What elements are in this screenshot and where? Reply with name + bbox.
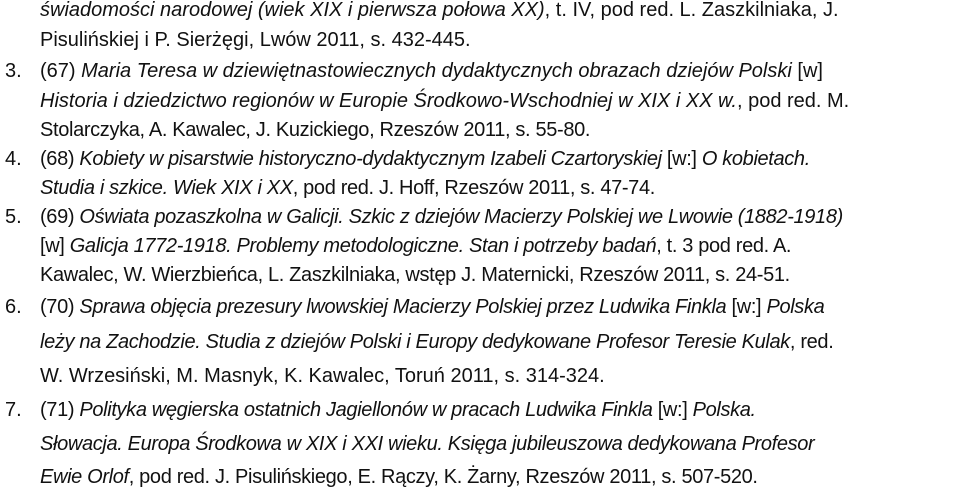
citation-text: , pod red. J. Pisulińskiego, E. Rączy, K. Żarny, Rzeszów 2011, s. 507-520. — [128, 466, 758, 488]
work-title: Oświata pozaszkolna w Galicji. Szkic z dziejów Macierzy Polskiej we Lwowie (1882-1918) — [79, 206, 843, 228]
entry-3-line-3 — [40, 120, 590, 140]
citation-text: , t. 3 pod red. A. — [656, 235, 792, 257]
work-title: Polska. — [692, 399, 756, 421]
entry-6-line-1 — [40, 297, 824, 317]
work-title: Galicja 1772-1918. Problemy metodologiczne. Stan i potrzeby badań — [69, 235, 657, 257]
entry-ref: (70) — [40, 296, 80, 318]
entry-ref: (67) — [40, 60, 82, 82]
work-title: O kobietach. — [701, 148, 810, 170]
entry-3-line-1 — [40, 61, 823, 81]
entry-7-line-3 — [40, 467, 758, 487]
title-fragment: świadomości narodowej (wiek XIX i pierwsza połowa XX) — [40, 0, 545, 21]
work-title: Ewie Orlof — [40, 466, 129, 488]
entry-2-line-1 — [40, 0, 839, 20]
citation-text: [w:] — [726, 296, 767, 318]
entry-4-line-1 — [40, 149, 810, 169]
entry-7-line-2 — [40, 434, 814, 454]
entry-6-line-2 — [40, 332, 833, 352]
entry-5-line-2 — [40, 236, 791, 256]
citation-text: [w] — [791, 60, 823, 82]
entry-number: 5. — [5, 206, 22, 228]
work-title: Maria Teresa w dziewiętnastowiecznych dydaktycznych obrazach dziejów Polski — [81, 60, 792, 82]
entry-ref: [w] — [40, 235, 70, 257]
entry-7-line-1 — [40, 400, 756, 420]
entry-4-line-2 — [40, 178, 655, 198]
entry-ref: (71) — [40, 399, 80, 421]
work-title: Studia i szkice. Wiek XIX i XX — [40, 177, 293, 199]
entry-ref: (68) — [40, 148, 80, 170]
work-title: Kobiety w pisarstwie historyczno-dydaktycznym Izabeli Czartoryskiej — [79, 148, 662, 170]
entry-number: 7. — [5, 399, 22, 421]
citation-text: Stolarczyka, A. Kawalec, J. Kuzickiego, Rzeszów 2011, s. 55-80. — [40, 119, 591, 141]
citation-text: , red. — [789, 331, 834, 353]
citation-text: Pisulińskiej i P. Sierżęgi, Lwów 2011, s. 432-445. — [40, 29, 471, 51]
work-title: leży na Zachodzie. Studia z dziejów Polski i Europy dedykowane Profesor Teresie Kulak — [40, 331, 790, 353]
citation-text: , pod red. J. Hoff, Rzeszów 2011, s. 47-74. — [292, 177, 655, 199]
entry-number: 6. — [5, 296, 22, 318]
entry-2-line-2 — [40, 30, 471, 50]
work-title: Historia i dziedzictwo regionów w Europie Środkowo-Wschodniej w XIX i XX w. — [40, 90, 737, 112]
entry-number: 3. — [5, 60, 22, 82]
citation-text: , pod red. M. — [736, 90, 850, 112]
entry-5-line-1 — [40, 207, 843, 227]
entry-5-line-3 — [40, 265, 790, 285]
citation-text: , t. IV, pod red. L. Zaszkilniaka, J. — [544, 0, 839, 21]
entry-number: 4. — [5, 148, 22, 170]
entry-6-line-3 — [40, 366, 605, 386]
citation-text: [w:] — [652, 399, 693, 421]
citation-text: Kawalec, W. Wierzbieńca, L. Zaszkilniaka, wstęp J. Maternicki, Rzeszów 2011, s. 24-51. — [40, 264, 790, 286]
entry-3-line-2 — [40, 91, 849, 111]
citation-text: W. Wrzesiński, M. Masnyk, K. Kawalec, Toruń 2011, s. 314-324. — [40, 365, 605, 387]
citation-text: [w:] — [661, 148, 702, 170]
work-title: Słowacja. Europa Środkowa w XIX i XXI wieku. Księga jubileuszowa dedykowana Profesor — [40, 433, 815, 455]
entry-ref: (69) — [40, 206, 80, 228]
work-title: Sprawa objęcia prezesury lwowskiej Macierzy Polskiej przez Ludwika Finkla — [79, 296, 727, 318]
work-title: Polska — [766, 296, 825, 318]
work-title: Polityka węgierska ostatnich Jagiellonów w pracach Ludwika Finkla — [79, 399, 653, 421]
